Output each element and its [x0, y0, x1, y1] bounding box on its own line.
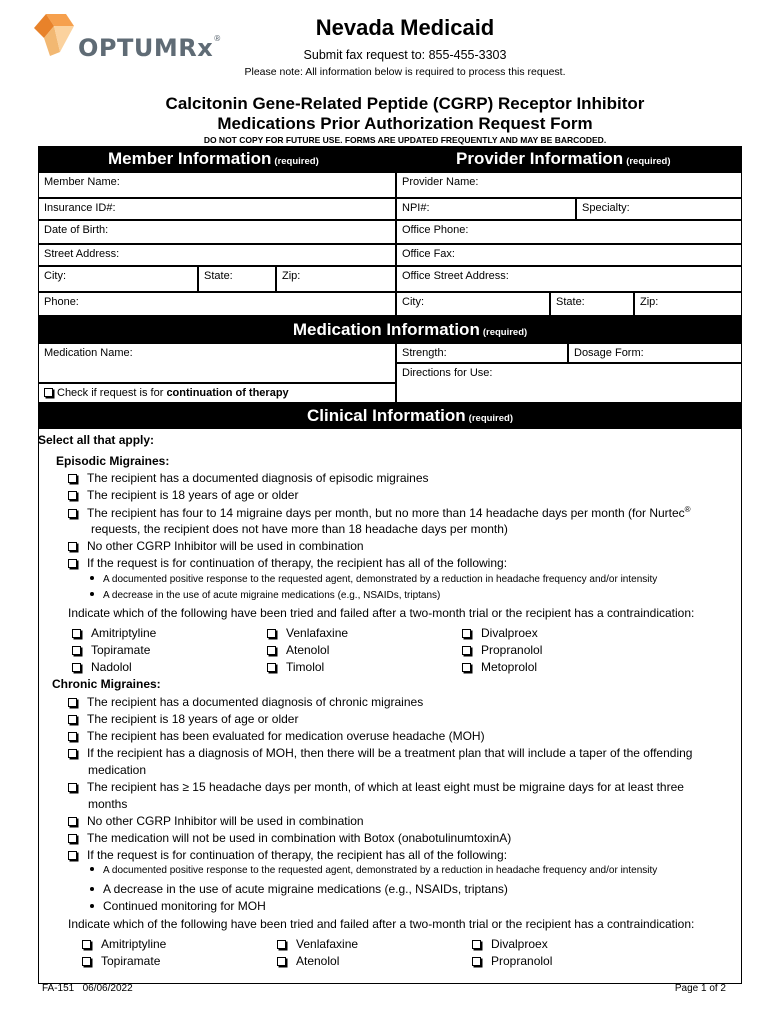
- checkbox[interactable]: [72, 663, 81, 672]
- episodic-bullet-1: A documented positive response to the requested agent, demonstrated by a reduction in headache frequency and/or intensity: [90, 574, 657, 585]
- provider-city-field[interactable]: City:: [396, 292, 550, 316]
- drug-checkbox[interactable]: Divalproex: [472, 937, 548, 951]
- chronic-check-5[interactable]: The recipient has ≥ 15 headache days per month, of which at least eight must be migraine days for at least three: [68, 780, 684, 794]
- episodic-check-2[interactable]: The recipient is 18 years of age or older: [68, 488, 298, 502]
- episodic-check-3[interactable]: The recipient has four to 14 migraine days per month, but no more than 14 headache days per month (for Nurtec®: [68, 505, 691, 520]
- bullet-icon: [90, 592, 94, 596]
- episodic-bullet-2: A decrease in the use of acute migraine medications (e.g., NSAIDs, triptans): [90, 590, 440, 601]
- checkbox[interactable]: [72, 629, 81, 638]
- checkbox[interactable]: [68, 491, 77, 500]
- chronic-check-6[interactable]: No other CGRP Inhibitor will be used in combination: [68, 814, 364, 828]
- chronic-bullet-2: A decrease in the use of acute migraine medications (e.g., NSAIDs, triptans): [90, 882, 508, 896]
- clinical-bar: Clinical Information (required): [38, 403, 742, 428]
- drug-checkbox[interactable]: Venlafaxine: [277, 937, 358, 951]
- drug-checkbox[interactable]: Metoprolol: [462, 660, 537, 674]
- episodic-indicate: Indicate which of the following have been tried and failed after a two-month trial or the recipient has a contraindication:: [68, 606, 695, 620]
- drug-checkbox[interactable]: Divalproex: [462, 626, 538, 640]
- dosage-form-field[interactable]: Dosage Form:: [568, 343, 742, 363]
- checkbox[interactable]: [462, 629, 471, 638]
- strength-field[interactable]: Strength:: [396, 343, 568, 363]
- dob-field[interactable]: Date of Birth:: [38, 220, 396, 244]
- checkbox[interactable]: [68, 698, 77, 707]
- logo-text: OPTUMRx®: [78, 34, 222, 62]
- chronic-check-1[interactable]: The recipient has a documented diagnosis of chronic migraines: [68, 695, 423, 709]
- episodic-check-3-cont: requests, the recipient does not have more than 18 headache days per month): [91, 522, 508, 536]
- provider-section-title: Provider Information (required): [456, 149, 671, 168]
- chronic-heading: Chronic Migraines:: [52, 677, 161, 691]
- bullet-icon: [90, 867, 94, 871]
- provider-name-field[interactable]: Provider Name:: [396, 172, 742, 198]
- member-provider-bar: [38, 146, 742, 172]
- checkbox[interactable]: [68, 542, 77, 551]
- drug-checkbox[interactable]: Amitriptyline: [72, 626, 156, 640]
- episodic-check-4[interactable]: No other CGRP Inhibitor will be used in combination: [68, 539, 364, 553]
- episodic-heading: Episodic Migraines:: [56, 454, 170, 468]
- drug-checkbox[interactable]: Propranolol: [472, 954, 552, 968]
- street-address-field[interactable]: Street Address:: [38, 244, 396, 266]
- chronic-bullet-1: A documented positive response to the requested agent, demonstrated by a reduction in headache frequency and/or intensity: [90, 865, 657, 876]
- medication-bar: Medication Information (required): [38, 316, 742, 343]
- checkbox[interactable]: [82, 940, 91, 949]
- page-title: Nevada Medicaid: [315, 15, 495, 40]
- checkbox[interactable]: [72, 646, 81, 655]
- checkbox[interactable]: [472, 957, 481, 966]
- clinical-section-title: Clinical Information: [306, 406, 466, 425]
- zip-field[interactable]: Zip:: [276, 266, 396, 292]
- drug-checkbox[interactable]: Venlafaxine: [267, 626, 348, 640]
- chronic-check-3[interactable]: The recipient has been evaluated for medication overuse headache (MOH): [68, 729, 485, 743]
- checkbox[interactable]: [68, 474, 77, 483]
- chronic-check-2[interactable]: The recipient is 18 years of age or older: [68, 712, 298, 726]
- chronic-check-4[interactable]: If the recipient has a diagnosis of MOH, then there will be a treatment plan that will include a taper of the offending: [68, 746, 692, 760]
- office-fax-field[interactable]: Office Fax:: [396, 244, 742, 266]
- chronic-check-5-cont: months: [88, 797, 128, 811]
- checkbox[interactable]: [68, 509, 77, 518]
- checkbox[interactable]: [68, 783, 77, 792]
- checkbox[interactable]: [462, 663, 471, 672]
- continuation-checkbox[interactable]: [44, 388, 53, 397]
- form-title: Calcitonin Gene-Related Peptide (CGRP) Receptor Inhibitor Medications Prior Authorization Request Form: [165, 94, 645, 133]
- checkbox[interactable]: [68, 834, 77, 843]
- office-phone-field[interactable]: Office Phone:: [396, 220, 742, 244]
- npi-field[interactable]: NPI#:: [396, 198, 576, 220]
- checkbox[interactable]: [68, 851, 77, 860]
- chronic-indicate: Indicate which of the following have been tried and failed after a two-month trial or the recipient has a contraindication:: [68, 917, 695, 931]
- select-all-label: Select all that apply:: [38, 433, 155, 447]
- drug-checkbox[interactable]: Amitriptyline: [82, 937, 166, 951]
- chronic-check-8[interactable]: If the request is for continuation of therapy, the recipient has all of the following:: [68, 848, 507, 862]
- required-note: Please note: All information below is required to process this request.: [244, 66, 566, 78]
- bullet-icon: [90, 576, 94, 580]
- episodic-check-5[interactable]: If the request is for continuation of therapy, the recipient has all of the following:: [68, 556, 507, 570]
- checkbox[interactable]: [68, 732, 77, 741]
- member-section-title: Member Information (required): [108, 149, 319, 168]
- drug-checkbox[interactable]: Atenolol: [277, 954, 339, 968]
- specialty-field[interactable]: Specialty:: [576, 198, 742, 220]
- form-id: FA-151 06/06/2022: [42, 983, 133, 994]
- drug-checkbox[interactable]: Topiramate: [72, 643, 150, 657]
- checkbox[interactable]: [267, 629, 276, 638]
- chronic-check-7[interactable]: The medication will not be used in combination with Botox (onabotulinumtoxinA): [68, 831, 511, 845]
- no-copy-warning: DO NOT COPY FOR FUTURE USE. FORMS ARE UPDATED FREQUENTLY AND MAY BE BARCODED.: [203, 135, 607, 145]
- member-name-field[interactable]: Member Name:: [38, 172, 396, 198]
- directions-field[interactable]: Directions for Use:: [396, 363, 742, 403]
- drug-checkbox[interactable]: Propranolol: [462, 643, 542, 657]
- bullet-icon: [90, 887, 94, 891]
- drug-checkbox[interactable]: Timolol: [267, 660, 324, 674]
- checkbox[interactable]: [277, 957, 286, 966]
- continuation-checkbox-row[interactable]: Check if request is for continuation of therapy: [38, 383, 396, 403]
- checkbox[interactable]: [68, 559, 77, 568]
- bullet-icon: [90, 904, 94, 908]
- drug-checkbox[interactable]: Nadolol: [72, 660, 132, 674]
- checkbox[interactable]: [462, 646, 471, 655]
- checkbox[interactable]: [82, 957, 91, 966]
- medication-name-field[interactable]: Medication Name:: [38, 343, 396, 383]
- checkbox[interactable]: [267, 646, 276, 655]
- checkbox[interactable]: [277, 940, 286, 949]
- drug-checkbox[interactable]: Atenolol: [267, 643, 329, 657]
- drug-checkbox[interactable]: Topiramate: [82, 954, 160, 968]
- checkbox[interactable]: [68, 817, 77, 826]
- insurance-id-field[interactable]: Insurance ID#:: [38, 198, 396, 220]
- chronic-check-4-cont: medication: [88, 763, 147, 777]
- page-number: Page 1 of 2: [674, 983, 726, 994]
- chronic-bullet-3: Continued monitoring for MOH: [90, 899, 266, 913]
- phone-field[interactable]: Phone:: [38, 292, 396, 316]
- checkbox[interactable]: [472, 940, 481, 949]
- checkbox[interactable]: [68, 715, 77, 724]
- episodic-check-1[interactable]: The recipient has a documented diagnosis of episodic migraines: [68, 471, 429, 485]
- fax-number: Submit fax request to: 855-455-3303: [303, 48, 507, 62]
- provider-zip-field[interactable]: Zip:: [634, 292, 742, 316]
- state-field[interactable]: State:: [198, 266, 276, 292]
- medication-section-title: Medication Information: [292, 320, 480, 339]
- provider-state-field[interactable]: State:: [550, 292, 634, 316]
- office-street-field[interactable]: Office Street Address:: [396, 266, 742, 292]
- checkbox[interactable]: [267, 663, 276, 672]
- city-field[interactable]: City:: [38, 266, 198, 292]
- checkbox[interactable]: [68, 749, 77, 758]
